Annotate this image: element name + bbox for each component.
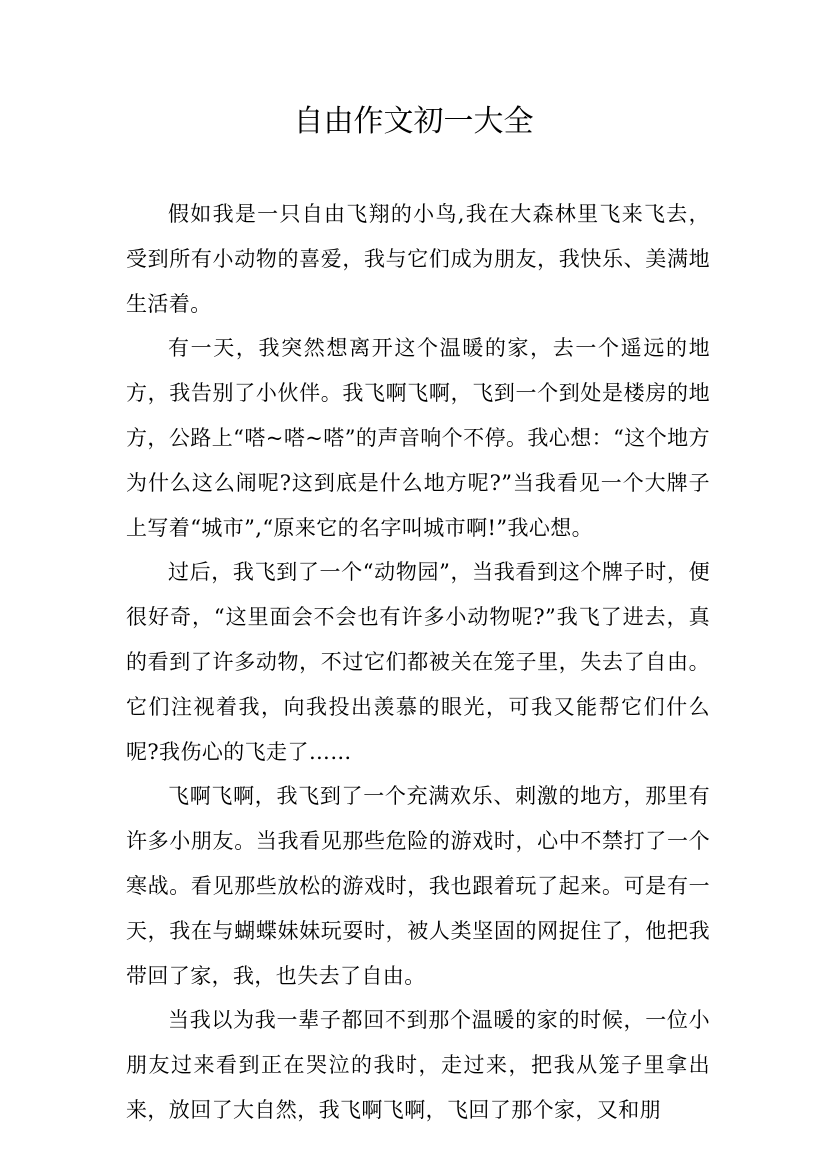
document-title: 自由作文初一大全 [293, 104, 534, 139]
paragraph: 假如我是一只自由飞翔的小鸟,我在大森林里飞来飞去，受到所有小动物的喜爱，我与它们成为朋友，我快乐、美满地生活着。 [126, 202, 710, 316]
paragraph: 有一天，我突然想离开这个温暖的家，去一个遥远的地方，我告别了小伙伴。我飞啊飞啊，飞到一个到处是楼房的地方，公路上“嗒~嗒~嗒”的声音响个不停。我心想：“这个地方为什么这么闹呢?这到底是什么地方呢?”当我看见一个大牌子上写着“城市”,“原来它的名字叫城市啊!”我心想。 [126, 336, 710, 540]
paragraph: 过后，我飞到了一个“动物园”，当我看到这个牌子时，便很好奇，“这里面会不会也有许多小动物呢?”我飞了进去，真的看到了许多动物，不过它们都被关在笼子里，失去了自由。它们注视着我，向我投出羡慕的眼光，可我又能帮它们什么呢?我伤心的飞走了…… [126, 560, 710, 764]
document-body [126, 192, 710, 1133]
paragraph: 当我以为我一辈子都回不到那个温暖的家的时候，一位小朋友过来看到正在哭泣的我时，走过来，把我从笼子里拿出来，放回了大自然，我飞啊飞啊，飞回了那个家，又和朋 [126, 1008, 710, 1122]
paragraph: 飞啊飞啊，我飞到了一个充满欢乐、刺激的地方，那里有许多小朋友。当我看见那些危险的游戏时，心中不禁打了一个寒战。看见那些放松的游戏时，我也跟着玩了起来。可是有一天，我在与蝴蝶妹妹玩耍时，被人类坚固的网捉住了，他把我带回了家，我，也失去了自由。 [126, 784, 710, 988]
